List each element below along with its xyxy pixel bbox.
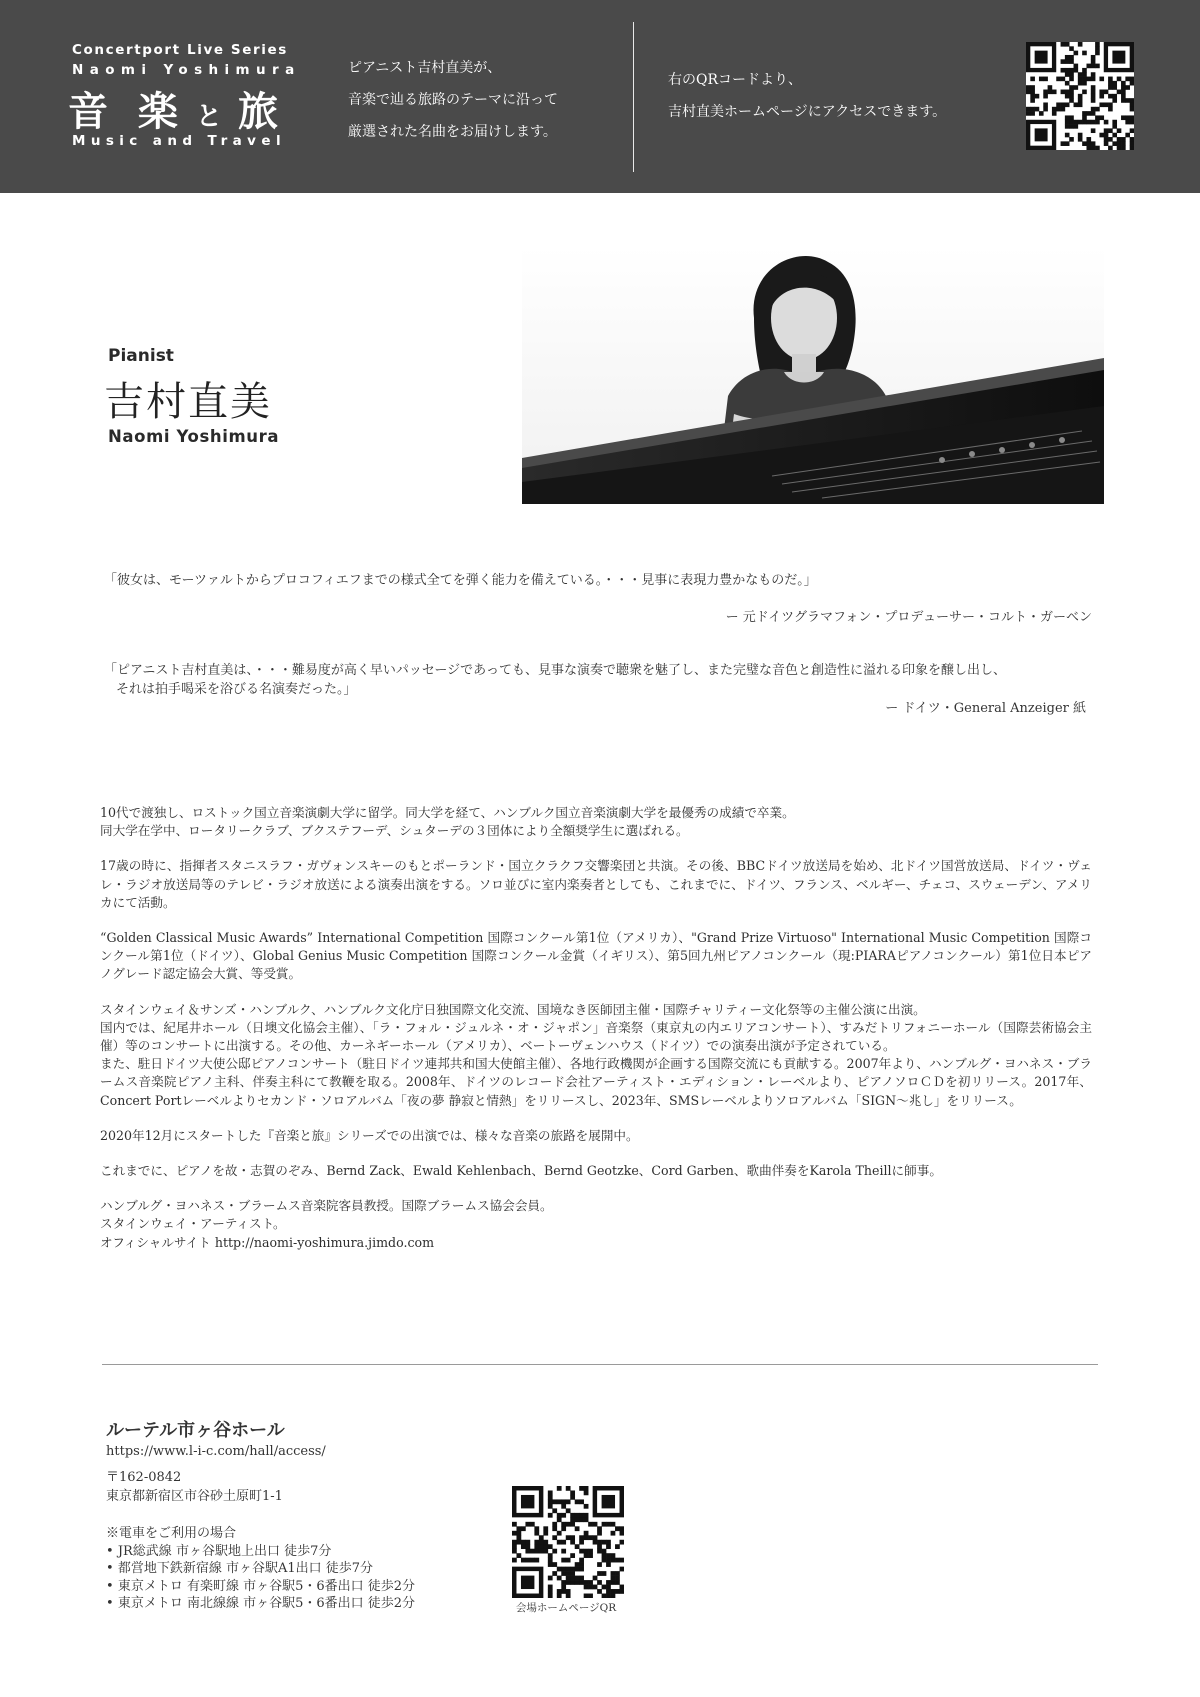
train-line-item: • 東京メトロ 有楽町線 市ヶ谷駅5・6番出口 徒歩2分 bbox=[106, 1578, 415, 1596]
quote-1-text: 「彼女は、モーツァルトからプロコフィエフまでの様式全てを弾く能力を備えている。・・・見事に表現力豊かなものだ。」 bbox=[104, 573, 817, 588]
series-title-part-1: 音 楽 bbox=[68, 88, 186, 135]
train-line-item: • 都営地下鉄新宿線 市ヶ谷駅A1出口 徒歩7分 bbox=[106, 1560, 415, 1578]
venue-postal-code: 〒162-0842 bbox=[106, 1470, 182, 1485]
train-line-list bbox=[106, 1543, 415, 1613]
series-label: Concertport Live Series bbox=[72, 42, 288, 58]
train-line-item: • JR総武線 市ヶ谷駅地上出口 徒歩7分 bbox=[106, 1543, 415, 1561]
venue-street-address: 東京都新宿区市谷砂土原町1-1 bbox=[106, 1489, 283, 1504]
bio-paragraph: 2020年12月にスタートした『音楽と旅』シリーズでの出演では、様々な音楽の旅路を展開中。 bbox=[100, 1127, 639, 1143]
quote-1-source: ー 元ドイツグラマフォン・プロデューサー・コルト・ガーベン bbox=[725, 610, 1092, 625]
venue-train-access bbox=[106, 1525, 415, 1613]
header-description-line: ピアニスト吉村直美が、 bbox=[348, 60, 502, 76]
header-divider bbox=[633, 22, 634, 172]
series-title-connector: と bbox=[195, 102, 232, 132]
quote-2-line: 「ピアニスト吉村直美は、・・・難易度が高く早いパッセージであっても、見事な演奏で聴衆を魅了し、また完璧な音色と創造性に溢れる印象を醸し出し、 bbox=[104, 663, 1006, 678]
venue-url-link[interactable]: https://www.l-i-c.com/hall/access/ bbox=[106, 1444, 326, 1459]
bio-paragraph: これまでに、ピアノを故・志賀のぞみ、Bernd Zack、Ewald Kehlenbach、Bernd Geotzke、Cord Garben、歌曲伴奏をKarola Theillに師事。 bbox=[100, 1163, 942, 1179]
bio-paragraph: ハンブルグ・ヨハネス・ブラームス音楽院客員教授。国際ブラームス協会会員。 スタインウェイ・アーティスト。 オフィシャルサイト http://naomi-yoshimura.jimdo.com bbox=[100, 1198, 553, 1250]
quote-2-source: ー ドイツ・General Anzeiger 紙 bbox=[885, 701, 1086, 716]
header-description-line: 音楽で辿る旅路のテーマに沿って bbox=[348, 92, 558, 108]
header-qr-text bbox=[668, 64, 1008, 128]
venue-qr-caption: 会場ホームページQR bbox=[515, 1602, 617, 1614]
train-line-item: • 東京メトロ 南北線線 市ヶ谷駅5・6番出口 徒歩2分 bbox=[106, 1595, 415, 1613]
bio-paragraph: 10代で渡独し、ロストック国立音楽演劇大学に留学。同大学を経て、ハンブルク国立音楽演劇大学を最優秀の成績で卒業。 同大学在学中、ロータリークラブ、ブクステフーデ、シュターデの３団体により全額奨学生に選ばれる。 bbox=[100, 805, 795, 839]
header-qr-text-line: 右のQRコードより、 bbox=[668, 72, 803, 88]
series-title-part-2: 旅 bbox=[237, 88, 286, 135]
venue-qr-code-icon[interactable] bbox=[512, 1486, 624, 1598]
train-heading: ※電車をご利用の場合 bbox=[106, 1526, 237, 1541]
venue-address bbox=[106, 1468, 283, 1506]
homepage-qr-code-icon[interactable] bbox=[1026, 42, 1134, 150]
bio-paragraph: 17歳の時に、指揮者スタニスラフ・ガヴォンスキーのもとポーランド・国立クラクフ交響楽団と共演。その後、BBCドイツ放送局を始め、北ドイツ国営放送局、ドイツ・ヴェレ・ラジオ放送局等のテレビ・ラジオ放送による演奏出演をする。ソロ並びに室内楽奏者としても、これまでに、ドイツ、フランス、ベルギー、チェコ、スウェーデン、アメリカにて活動。 bbox=[100, 858, 1092, 910]
quote-2-line: それは拍手喝采を浴びる名演奏だった。」 bbox=[116, 682, 357, 697]
header-qr-text-line: 吉村直美ホームページにアクセスできます。 bbox=[668, 104, 947, 120]
pianist-name-ja: 吉村直美 bbox=[104, 379, 272, 425]
series-title bbox=[68, 80, 286, 137]
biography bbox=[100, 804, 1092, 1269]
bio-paragraph: スタインウェイ＆サンズ・ハンブルク、ハンブルク文化庁日独国際文化交流、国境なき医師団主催・国際チャリティー文化祭等の主催公演に出演。 国内では、紀尾井ホール（日墺文化協会主催）、「ラ・フォル・ジュルネ・オ・ジャポン」音楽祭（東京丸の内エリアコンサート）、すみだトリフォニーホール（国際芸術協会主催）等のコンサートに出演する。その他、カーネギーホール（アメリカ）、ベートーヴェンハウス（ドイツ）での演奏出演が予定されている。 また、駐日ドイツ大使公邸ピアノコンサート（駐日ドイツ連邦共和国大使館主催）、各地行政機関が企画する国際交流にも貢献する。2007年より、ハンブルグ・ヨハネス・ブラームス音楽院ピアノ主科、伴奏主科にて教鞭を取る。2008年、ドイツのレコード会社アーティスト・エディション・レーベルより、ピアノソロＣＤを初リリース。2017年、Concert Portレーベルよりセカンド・ソロアルバム「夜の夢 静寂と情熱」をリリースし、2023年、SMSレーベルよりソロアルバム「SIGN〜兆し」をリリース。 bbox=[100, 1001, 1092, 1108]
venue-name: ルーテル市ヶ谷ホール bbox=[106, 1420, 285, 1441]
section-divider bbox=[102, 1364, 1098, 1365]
pianist-name-en: Naomi Yoshimura bbox=[108, 427, 280, 446]
header-pianist-name: Naomi Yoshimura bbox=[72, 62, 301, 78]
pianist-label: Pianist bbox=[108, 346, 174, 366]
pianist-photo bbox=[522, 246, 1104, 504]
header-banner bbox=[0, 0, 1200, 193]
quote-2-text bbox=[104, 661, 1094, 699]
bio-paragraph: “Golden Classical Music Awards” International Competition 国際コンクール第1位（アメリカ）、"Grand Prize Virtuoso" International Music Competition 国際コンクール第1位（ドイツ）、Global Genius Music Competition 国際コンクール金賞（イギリス）、第5回九州ピアノコンクール（現:PIARAピアノコンクール）第1位日本ピアノグレード認定協会大賞、等受賞。 bbox=[100, 930, 1092, 982]
series-title-english: Music and Travel bbox=[72, 133, 286, 149]
header-description-line: 厳選された名曲をお届けします。 bbox=[348, 124, 557, 140]
header-description bbox=[348, 52, 618, 148]
